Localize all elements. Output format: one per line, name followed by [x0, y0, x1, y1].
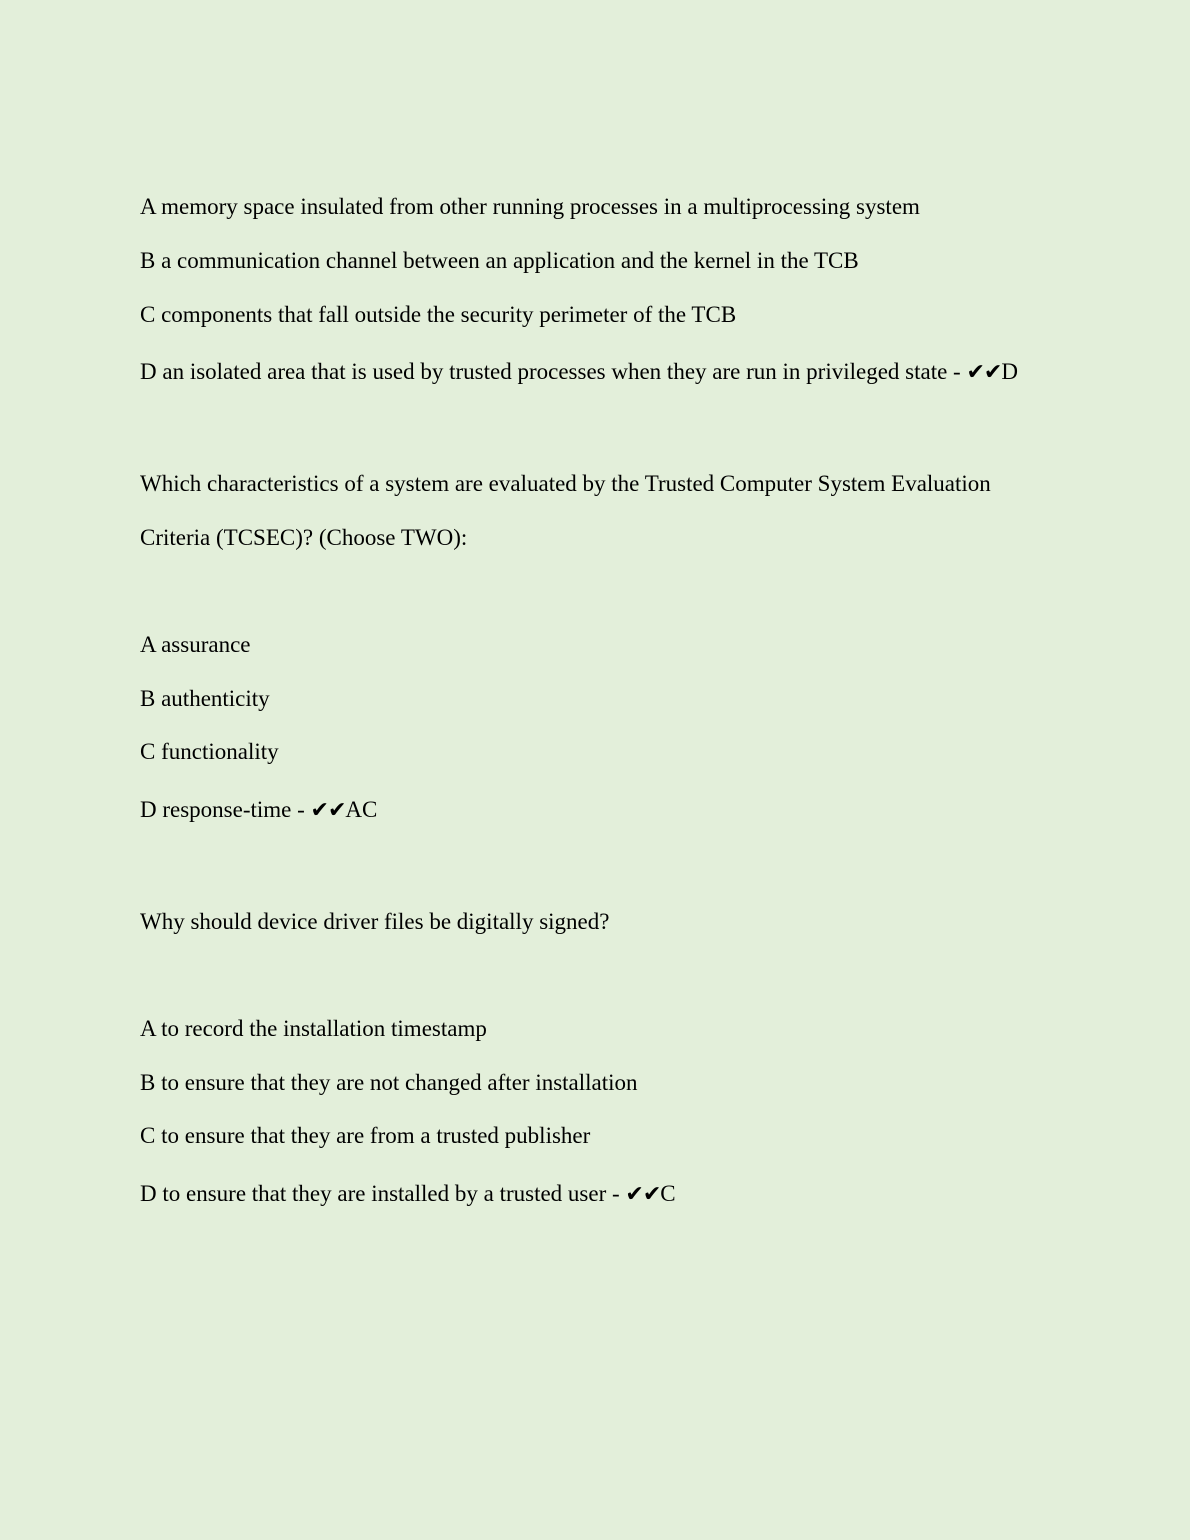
- q3-option-b: B to ensure that they are not changed after installation: [140, 1070, 638, 1095]
- q3-option-d-text: D to ensure that they are installed by a trusted user -: [140, 1181, 626, 1206]
- q3-text-line-1: Why should device driver files be digitally signed?: [140, 909, 610, 934]
- q3-option-d: [140, 1180, 676, 1209]
- q1-option-d-text: D an isolated area that is used by trusted processes when they are run in privileged state -: [140, 359, 967, 384]
- q2-option-a: A assurance: [140, 632, 251, 657]
- q2-option-d: [140, 796, 377, 825]
- q2-option-b: B authenticity: [140, 686, 270, 711]
- q2-option-c: C functionality: [140, 739, 279, 764]
- double-check-icon: ✔✔: [966, 360, 1002, 385]
- q2-option-d-text: D response-time -: [140, 797, 311, 822]
- q1-option-c: C components that fall outside the security perimeter of the TCB: [140, 302, 737, 327]
- q1-answer: D: [1001, 359, 1018, 384]
- q3-option-c: C to ensure that they are from a trusted publisher: [140, 1123, 591, 1148]
- double-check-icon: ✔✔: [625, 1182, 661, 1207]
- q1-option-d: [140, 358, 1018, 387]
- q1-option-b: B a communication channel between an application and the kernel in the TCB: [140, 248, 859, 273]
- q3-option-a: A to record the installation timestamp: [140, 1016, 487, 1041]
- double-check-icon: ✔✔: [310, 798, 346, 823]
- q2-text-line-2: Criteria (TCSEC)? (Choose TWO):: [140, 525, 468, 550]
- q2-text-line-1: Which characteristics of a system are evaluated by the Trusted Computer System Evaluation: [140, 471, 991, 496]
- q1-option-a: A memory space insulated from other running processes in a multiprocessing system: [140, 194, 920, 219]
- q3-answer: C: [660, 1181, 676, 1206]
- q2-answer: AC: [345, 797, 378, 822]
